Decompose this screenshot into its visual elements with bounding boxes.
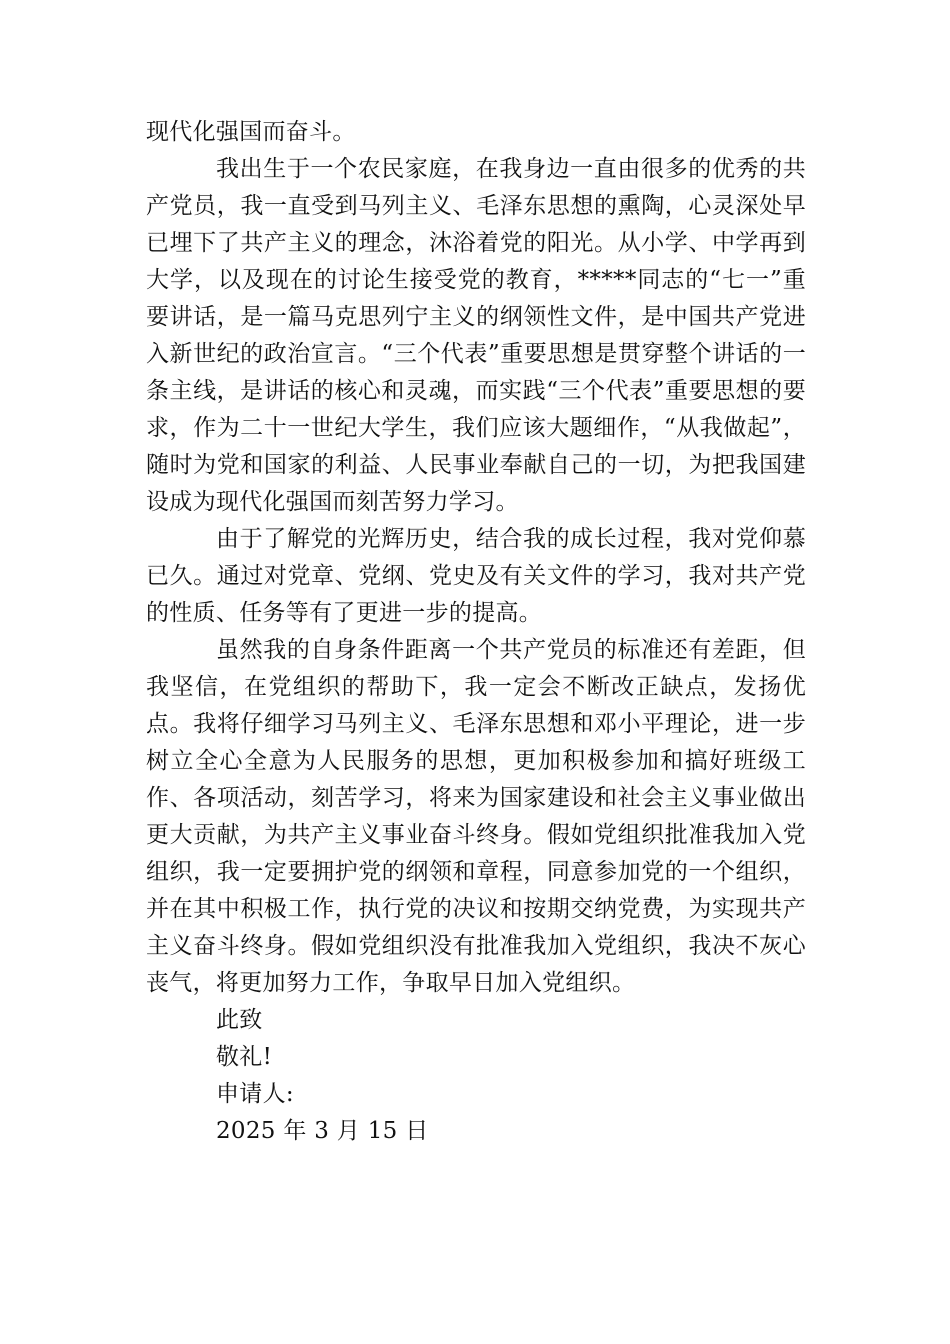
paragraph-continuation: 现代化强国而奋斗。 xyxy=(146,119,356,145)
paragraph-commitment: 虽然我的自身条件距离一个共产党员的标准还有差距，但我坚信，在党组织的帮助下，我一定会不断改正缺点，发扬优点。我将仔细学习马列主义、毛泽东思想和邓小平理论，进一步树立全心全意为人民服务的思想，更加积极参加和搞好班级工作、各项活动，刻苦学习，将来为国家建设和社会主义事业做出更大贡献，为共产主义事业奋斗终身。假如党组织批准我加入党组织，我一定要拥护党的纲领和章程，同意参加党的一个组织，并在其中积极工作，执行党的决议和按期交纳党费，为实现共产主义奋斗终身。假如党组织没有批准我加入党组织，我决不灰心丧气，将更加努力工作，争取早日加入党组织。 xyxy=(146,637,806,996)
signature-date: 2025 年 3 月 15 日 xyxy=(216,1118,429,1144)
paragraph-admiration: 由于了解党的光辉历史，结合我的成长过程，我对党仰慕已久。通过对党章、党纲、党史及有关文件的学习，我对共产党的性质、任务等有了更进一步的提高。 xyxy=(146,526,806,626)
closing-salutation: 此致 xyxy=(216,1007,263,1033)
document-body xyxy=(146,114,806,1150)
closing-respect: 敬礼! xyxy=(216,1044,273,1070)
applicant-label: 申请人: xyxy=(216,1081,294,1107)
paragraph-background: 我出生于一个农民家庭，在我身边一直由很多的优秀的共产党员，我一直受到马列主义、毛泽东思想的熏陶，心灵深处早已埋下了共产主义的理念，沐浴着党的阳光。从小学、中学再到大学，以及现在的讨论生接受党的教育，*****同志的“七一”重要讲话，是一篇马克思列宁主义的纲领性文件，是中国共产党进入新世纪的政治宣言。“三个代表”重要思想是贯穿整个讲话的一条主线，是讲话的核心和灵魂，而实践“三个代表”重要思想的要求，作为二十一世纪大学生，我们应该大题细作，“从我做起”，随时为党和国家的利益、人民事业奉献自己的一切，为把我国建设成为现代化强国而刻苦努力学习。 xyxy=(146,156,806,515)
